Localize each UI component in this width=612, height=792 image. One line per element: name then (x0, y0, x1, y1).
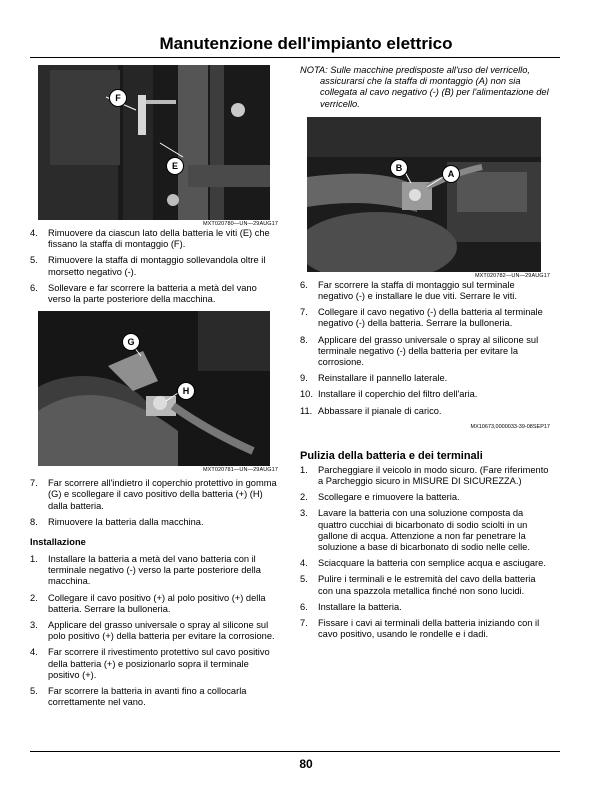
list-item: 3. Applicare del grasso universale o spray al silicone sul polo positivo (+) della batteria per evitare la corrosione. (30, 620, 275, 642)
photo-positive-terminal (38, 311, 270, 466)
list-item: 7. Far scorrere all'indietro il coperchio protettivo in gomma (G) e scollegare il cavo positivo della batteria (+) (H) dalla batteria. (30, 478, 277, 511)
list-item: 5. Far scorrere la batteria in avanti fino a collocarla correttamente nel vano. (30, 686, 247, 708)
removal-steps-a (30, 228, 278, 305)
cleaning-steps (300, 465, 550, 641)
photo-winch-bracket (307, 117, 541, 272)
list-item: 6. Sollevare e far scorrere la batteria a metà del vano verso la parte posteriore della macchina. (30, 282, 257, 305)
list-item: 2. Collegare il cavo positivo (+) al polo positivo (+) della batteria. Serrare la bulloneria. (30, 592, 266, 614)
callout-f: F (109, 89, 127, 107)
callout-a: A (442, 165, 460, 183)
list-item: 2. Scollegare e rimuovere la batteria. (300, 492, 460, 503)
list-item: 11. Abbassare il pianale di carico. (300, 405, 442, 416)
install-steps (30, 554, 278, 708)
photo-battery-bracket (38, 65, 270, 220)
list-item: 7. Collegare il cavo negativo (-) della batteria al terminale negativo (-) della batteria. Serrare la bulloneria. (300, 307, 543, 329)
footer-rule (30, 751, 560, 752)
figure-id: MXT020781—UN—29AUG17 (202, 467, 278, 474)
right-column (300, 65, 550, 640)
reinstall-steps (300, 280, 550, 417)
install-heading: Installazione (30, 537, 86, 548)
list-item: 9. Reinstallare il pannello laterale. (300, 373, 448, 384)
callout-g: G (122, 333, 140, 351)
callout-h: H (177, 382, 195, 400)
callout-e: E (166, 157, 184, 175)
list-item: 5. Rimuovere la staffa di montaggio sollevandola oltre il morsetto negativo (-). (30, 255, 266, 277)
list-item: 3. Lavare la batteria con una soluzione composta da quattro cucchiai di bicarbonato di sodio sciolti in un gallone di acqua. Attenzione a non far penetrare la soluzione a base di bicarbonato di sodio nelle celle. (300, 508, 530, 553)
list-item: 1. Installare la batteria a metà del vano batteria con il terminale negativo (-) verso la parte posteriore della macchina. (30, 554, 261, 587)
list-item: 8. Applicare del grasso universale o spray al silicone sul terminale negativo (-) della batteria per evitare la corrosione. (300, 334, 539, 368)
section-heading: Pulizia della batteria e dei terminali (300, 449, 483, 462)
note: NOTA: Sulle macchine predisposte all'uso del verricello, assicurarsi che la staffa di montaggio (A) non sia collegata al cavo negativo (-) (B) per l'alimentazione del verricello. (300, 65, 549, 109)
removal-steps-b (30, 478, 278, 528)
header-rule (30, 57, 560, 58)
figure-id: MXT020782—UN—29AUG17 (474, 272, 550, 279)
list-item: 1. Parcheggiare il veicolo in modo sicuro. (Fare riferimento a Parcheggio sicuro in MISURE DI SICUREZZA.) (300, 464, 549, 487)
list-item: 5. Pulire i terminali e le estremità del cavo della batteria con una spazzola metallica finché non sono lucidi. (300, 574, 536, 596)
left-column (30, 65, 278, 708)
document-id: MX10673,0000033-39-08SEP17 (470, 423, 550, 430)
callout-b: B (390, 159, 408, 177)
list-item: 4. Far scorrere il rivestimento protettivo sul cavo positivo della batteria (+) e posizionarlo sopra il terminale positivo (+). (30, 647, 270, 680)
list-item: 7. Fissare i cavi ai terminali della batteria iniziando con il cavo positivo, usando le rondelle e i dadi. (300, 618, 540, 640)
list-item: 4. Rimuovere da ciascun lato della batteria le viti (E) che fissano la staffa di montaggio (F). (30, 228, 270, 250)
page-number: 80 (299, 757, 313, 771)
list-item: 8. Rimuovere la batteria dalla macchina. (30, 516, 204, 527)
list-item: 4. Sciacquare la batteria con semplice acqua e asciugare. (300, 558, 546, 569)
figure-id: MXT020780—UN—29AUG17 (202, 221, 278, 227)
list-item: 6. Installare la batteria. (300, 601, 402, 612)
page-title: Manutenzione dell'impianto elettrico (159, 34, 453, 53)
list-item: 10. Installare il coperchio del filtro dell'aria. (300, 389, 478, 400)
list-item: 6. Far scorrere la staffa di montaggio sul terminale negativo (-) e installare le due viti. Serrare le viti. (300, 279, 517, 302)
